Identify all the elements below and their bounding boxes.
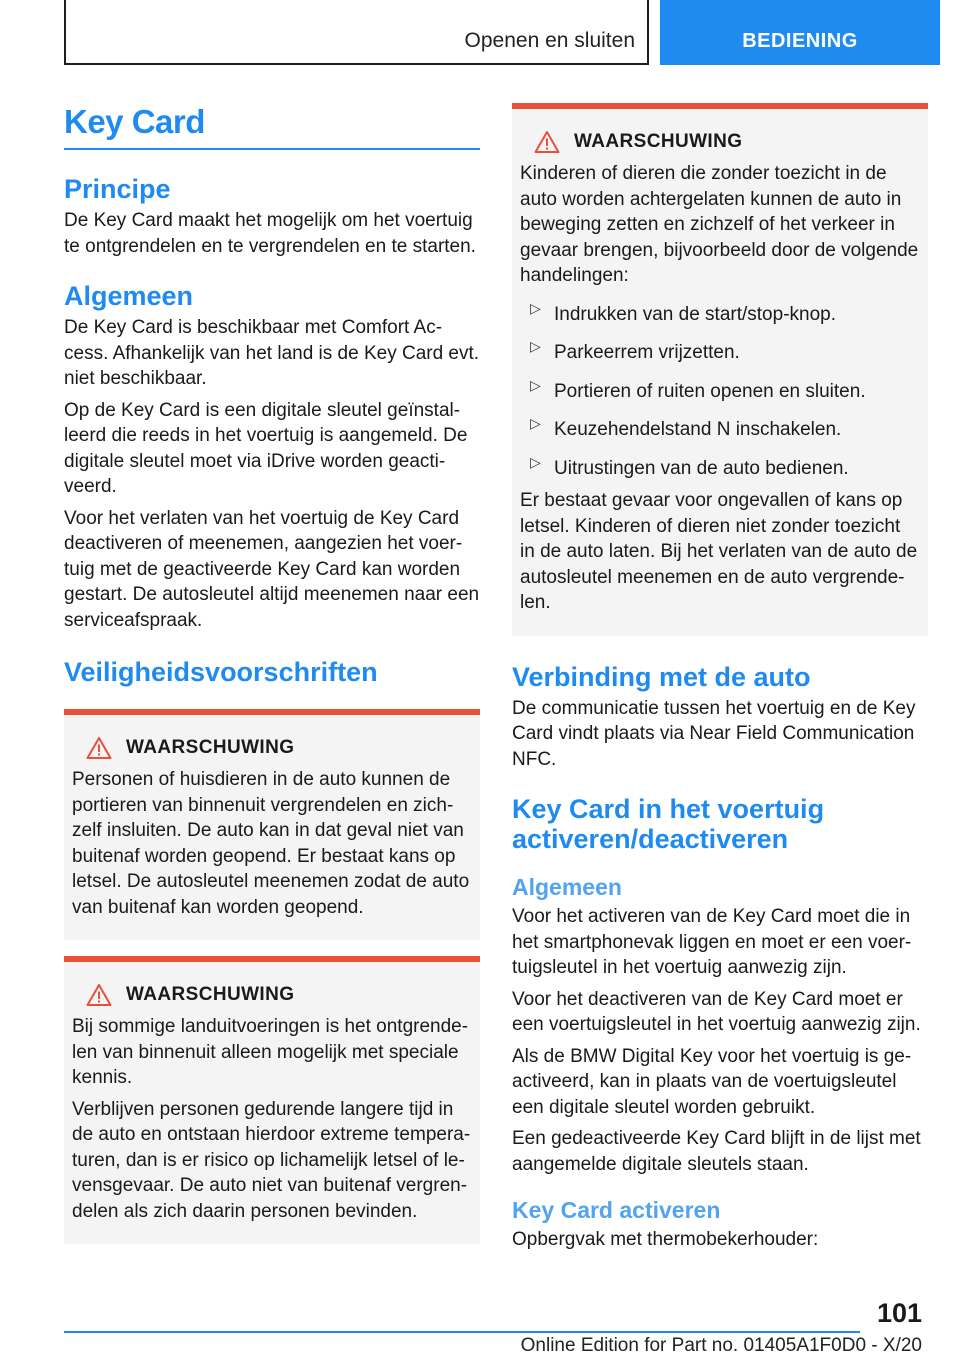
subheading-algemeen: Algemeen — [512, 874, 622, 900]
warning-header-1 — [72, 735, 472, 761]
warning-triangle-icon — [86, 736, 112, 760]
list-item — [520, 411, 920, 443]
right-column — [512, 103, 928, 1253]
warning-text-2b: Verblijven personen gedurende langere tijd in de auto en ontstaan hierdoor extreme temperaturen, dan is er risico op lichamelijk letsel of levensgevaar. De auto niet van buitenaf vergrendelen als zich daarin personen bevinden. — [72, 1098, 471, 1222]
header-chapter-tab: BEDIENING — [660, 0, 940, 65]
subheading-key-card-activeren: Key Card activeren — [512, 1197, 721, 1223]
warning-box-2 — [64, 956, 480, 1244]
list-item — [520, 373, 920, 405]
algemeen-paragraph-1: De Key Card is beschikbaar met Comfort Access. Afhankelijk van het land is de Key Card evt. niet beschikbaar. — [64, 317, 480, 389]
list-item-text: Keuzehendelstand N inschakelen. — [554, 419, 842, 440]
warning-text-2a: Bij sommige landuitvoeringen is het ontgrendelen van binnenuit alleen mogelijk met speciale kennis. — [72, 1016, 469, 1088]
bullet-triangle-icon: ▷ — [530, 415, 541, 431]
bullet-triangle-icon: ▷ — [530, 338, 541, 354]
warning-triangle-icon — [534, 130, 560, 154]
verbinding-text: De communicatie tussen het voertuig en de Key Card vindt plaats via Near Field Communication NFC. — [512, 697, 916, 770]
warning-label-2: WAARSCHUWING — [126, 984, 295, 1005]
left-column — [64, 100, 480, 1244]
key-card-activeren-text: Opbergvak met thermobekerhouder: — [512, 1229, 819, 1250]
heading-verbinding: Verbinding met de auto — [512, 661, 811, 692]
list-item-text: Uitrustingen van de auto bedienen. — [554, 457, 849, 479]
list-item — [520, 450, 920, 482]
heading-algemeen: Algemeen — [64, 281, 194, 311]
heading-principe: Principe — [64, 174, 171, 204]
list-item — [520, 334, 920, 366]
list-item — [520, 296, 920, 328]
warning-text-1: Personen of huisdieren in de auto kunnen de portieren van binnenuit vergrendelen en zichzelf insluiten. De auto kan in dat geval niet van buitenaf worden geopend. Er bestaat kans op letsel. De autosleutel meenemen zodat de auto van buitenaf kan worden geopend. — [72, 769, 470, 918]
algemeen-paragraph-2: Op de Key Card is een digitale sleutel geïnstalleerd die reeds in het voertuig is aangemeld. De digitale sleutel moet via iDrive worden geactiveerd. — [64, 399, 468, 497]
principe-text: De Key Card maakt het mogelijk om het voertuig te ontgrendelen en te vergrendelen en te starten. — [64, 210, 476, 257]
warning-header-3 — [520, 129, 920, 155]
bullet-triangle-icon: ▷ — [530, 453, 541, 470]
warning-text-3-outro: Er bestaat gevaar voor ongevallen of kans op letsel. Kinderen of dieren niet zonder toezicht in de auto laten. Bij het verlaten van de auto de autosleutel meenemen en de auto vergrendelen. — [520, 490, 918, 613]
heading-activeren-deactiveren: Key Card in het voertuig activeren/deactiveren — [512, 794, 825, 854]
heading-veiligheidsvoorschriften: Veiligheidsvoorschriften — [64, 657, 378, 687]
page-number: 101 — [876, 1298, 922, 1328]
warning-label-1: WAARSCHUWING — [126, 737, 295, 758]
page-title: Key Card — [64, 100, 480, 150]
activeren-paragraph-4: Een gedeactiveerde Key Card blijft in de lijst met aangemelde digitale sleutels staan. — [512, 1128, 921, 1175]
list-item-text: Parkeerrem vrijzetten. — [554, 342, 740, 363]
warning-box-3 — [512, 103, 928, 636]
warning-triangle-icon — [86, 983, 112, 1007]
warning-box-1 — [64, 709, 480, 940]
activeren-paragraph-3: Als de BMW Digital Key voor het voertuig is geactiveerd, kan in plaats van de voertuigsleutel een digitale sleutel worden gebruikt. — [512, 1045, 912, 1118]
list-item-text: Portieren of ruiten openen en sluiten. — [554, 380, 866, 402]
algemeen-paragraph-3: Voor het verlaten van het voertuig de Key Card deactiveren of meenemen, aangezien het voertuig met de geactiveerde Key Card kan worden gestart. De autosleutel altijd meenemen naar een serviceafspraak. — [64, 507, 480, 631]
header-section-title: Openen en sluiten — [464, 29, 635, 52]
bullet-triangle-icon: ▷ — [530, 299, 541, 316]
list-item-text: Indrukken van de start/stop-knop. — [554, 303, 836, 325]
warning-label-3: WAARSCHUWING — [574, 131, 743, 152]
footer-edition: Online Edition for Part no. 01405A1F0D0 - X/20 — [520, 1335, 922, 1356]
bullet-triangle-icon: ▷ — [530, 376, 541, 393]
footer-divider — [64, 1331, 860, 1333]
warning-header-2 — [72, 982, 472, 1008]
activeren-paragraph-1: Voor het activeren van de Key Card moet die in het smartphonevak liggen en moet er een voertuigsleutel in het voertuig aanwezig zijn. — [512, 906, 912, 978]
warning-text-3-intro: Kinderen of dieren die zonder toezicht in de auto worden achtergelaten kunnen de auto in beweging zetten en zichzelf of het verkeer in gevaar brengen, bijvoorbeeld door de volgende handelingen: — [520, 163, 919, 286]
activeren-paragraph-2: Voor het deactiveren van de Key Card moet er een voertuigsleutel in het voertuig aanwezig zijn. — [512, 988, 921, 1035]
